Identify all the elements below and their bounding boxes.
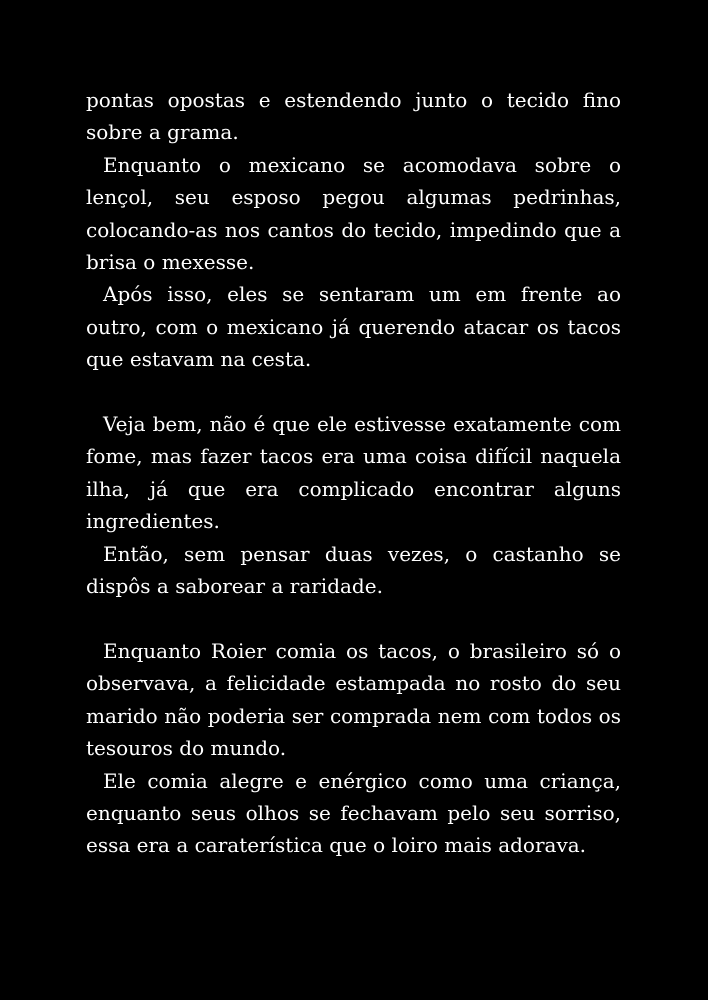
paragraph: pontas opostas e estendendo junto o tecido fino sobre a grama. [86, 88, 621, 145]
paragraph-gap [86, 376, 621, 408]
paragraph: Enquanto Roier comia os tacos, o brasileiro só o observava, a felicidade estampada no rosto do seu marido não poderia ser comprada nem com todos os tesouros do mundo. [86, 638, 621, 761]
body-text [86, 84, 621, 862]
paragraph-gap [86, 602, 621, 634]
paragraph: Então, sem pensar duas vezes, o castanho se dispôs a saborear a raridade. [86, 541, 621, 599]
paragraph: Enquanto o mexicano se acomodava sobre o lençol, seu esposo pegou algumas pedrinhas, colocando-as nos cantos do tecido, impedindo que a brisa o mexesse. [86, 152, 621, 275]
paragraph: Após isso, eles se sentaram um em frente ao outro, com o mexicano já querendo atacar os tacos que estavam na cesta. [86, 282, 621, 372]
paragraph: Ele comia alegre e enérgico como uma criança, enquanto seus olhos se fechavam pelo seu sorriso, essa era a caraterística que o loiro mais adorava. [86, 768, 621, 858]
paragraph: Veja bem, não é que ele estivesse exatamente com fome, mas fazer tacos era uma coisa difícil naquela ilha, já que era complicado encontrar alguns ingredientes. [86, 412, 621, 534]
